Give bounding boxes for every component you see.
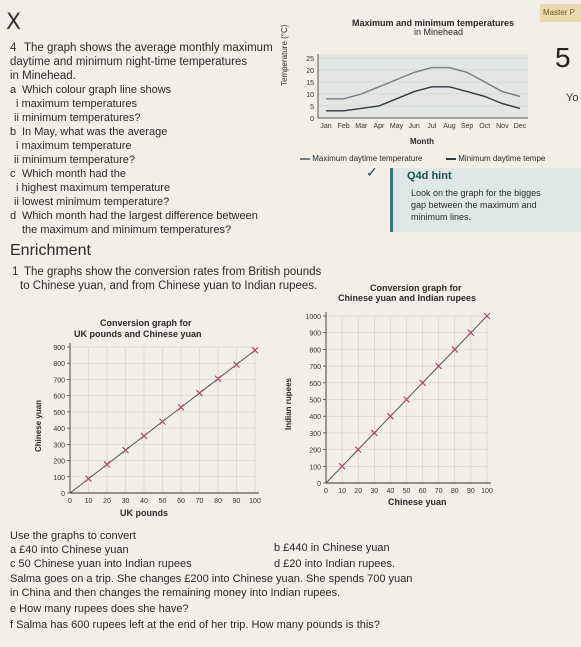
- inr-ytick-label: 700: [309, 364, 321, 372]
- gbp-xtick-label: 50: [158, 498, 167, 505]
- gbp-ytick-label: 0: [61, 491, 65, 498]
- temp-ytick-label: 0: [310, 116, 314, 123]
- gbp-ytick-label: 700: [53, 377, 65, 385]
- gbp-chart-title-1: Conversion graph for: [100, 318, 192, 328]
- q4c-i: i highest maximum temperature: [16, 182, 171, 194]
- temp-xtick-label: Feb: [337, 123, 350, 130]
- inr-chart-title-2: Chinese yuan and Indian rupees: [338, 293, 477, 303]
- gbp-ytick-label: 900: [53, 345, 65, 352]
- inr-xtick-label: 70: [434, 488, 443, 495]
- q4a-i: i maximum temperatures: [16, 98, 138, 110]
- temp-xtick-label: Jun: [408, 123, 420, 130]
- q4-line-1: The graph shows the average monthly maximum: [24, 42, 273, 54]
- page-number: 5: [555, 42, 571, 73]
- hint-tick-icon: ✓: [366, 164, 378, 180]
- temp-xtick-label: Dec: [513, 123, 527, 130]
- gbp-ytick-label: 200: [53, 458, 65, 466]
- legend-max-label: Maximum daytime temperature: [312, 154, 423, 163]
- side-text: Yo: [566, 92, 579, 104]
- inr-chart-title-1: Conversion graph for: [370, 283, 462, 293]
- temp-chart-ylabel: Temperature (°C): [280, 24, 289, 86]
- inr-xtick-label: 20: [354, 488, 363, 495]
- convert-f: f Salma has 600 rupees left at the end of her trip. How many pounds is this?: [10, 619, 380, 631]
- enrichment-q-number: 1: [12, 266, 19, 278]
- gbp-xtick-label: 40: [140, 498, 148, 505]
- temp-ytick-label: 5: [310, 104, 314, 111]
- inr-ytick-label: 0: [317, 481, 321, 488]
- q4b-label: b: [10, 126, 17, 138]
- q4d-label: d: [10, 210, 17, 222]
- inr-xtick-label: 30: [370, 488, 379, 495]
- temp-xtick-label: Jan: [320, 123, 332, 130]
- gbp-xtick-label: 70: [195, 498, 204, 505]
- inr-chart-ylabel: Indian rupees: [284, 377, 293, 430]
- gbp-ytick-label: 300: [53, 442, 65, 450]
- inr-xtick-label: 80: [450, 488, 459, 495]
- hint-line-1: Look on the graph for the bigges: [411, 188, 541, 198]
- q4d-line-1: Which month had the largest difference between: [22, 210, 258, 222]
- inr-xtick-label: 10: [338, 488, 346, 495]
- q4a-label: a: [10, 84, 17, 96]
- convert-b: b £440 in Chinese yuan: [274, 542, 390, 554]
- temp-xtick-label: May: [389, 123, 404, 130]
- gbp-ytick-label: 600: [53, 393, 65, 401]
- enrichment-line-2: to Chinese yuan, and from Chinese yuan to Indian rupees.: [20, 280, 318, 292]
- master-tab-label: Master P: [543, 8, 576, 17]
- inr-ytick-label: 1000: [305, 314, 321, 321]
- convert-c: c 50 Chinese yuan into Indian rupees: [10, 558, 192, 570]
- gbp-xtick-label: 80: [214, 498, 222, 505]
- gbp-ytick-label: 100: [53, 474, 65, 482]
- temp-xtick-label: Nov: [496, 123, 509, 130]
- convert-a: a £40 into Chinese yuan: [10, 544, 129, 556]
- temp-ytick-label: 10: [306, 92, 314, 99]
- temp-xtick-label: Apr: [373, 123, 385, 130]
- temp-chart-title: Maximum and minimum temperatures: [352, 18, 515, 28]
- temp-ytick-label: 20: [306, 68, 314, 75]
- convert-story-1: Salma goes on a trip. She changes £200 into Chinese yuan. She spends 700 yuan: [10, 573, 413, 585]
- inr-ytick-label: 300: [309, 430, 321, 438]
- inr-ytick-label: 800: [309, 347, 321, 355]
- gbp-xtick-label: 20: [103, 498, 111, 505]
- q4c-text: Which month had the: [22, 168, 126, 180]
- temp-ytick-label: 15: [306, 80, 314, 87]
- inr-ytick-label: 200: [309, 447, 321, 455]
- inr-xtick-label: 40: [386, 488, 395, 495]
- gbp-xtick-label: 60: [177, 498, 185, 505]
- convert-intro: Use the graphs to convert: [10, 530, 136, 542]
- inr-ytick-label: 900: [309, 330, 321, 338]
- inr-xtick-label: 50: [402, 488, 411, 495]
- convert-e: e How many rupees does she have?: [10, 603, 189, 615]
- inr-xtick-label: 100: [481, 488, 493, 495]
- gbp-chart-title-2: UK pounds and Chinese yuan: [74, 329, 202, 339]
- inr-ytick-label: 100: [309, 464, 321, 472]
- inr-xtick-label: 90: [467, 488, 475, 495]
- q4a-ii: ii minimum temperatures?: [14, 112, 141, 124]
- legend-min-label: Minimum daytime tempe: [458, 154, 546, 163]
- q4b-ii: ii minimum temperature?: [14, 154, 136, 166]
- temp-xtick-label: Sep: [460, 123, 474, 130]
- q4d-line-2: the maximum and minimum temperatures?: [22, 224, 232, 236]
- gbp-xtick-label: 100: [249, 498, 261, 505]
- gbp-xtick-label: 90: [232, 498, 241, 505]
- temp-chart-subtitle: in Minehead: [414, 27, 464, 37]
- enrichment-heading: Enrichment: [10, 242, 91, 259]
- temp-xtick-label: Mar: [355, 123, 368, 130]
- q4a-text: Which colour graph line shows: [22, 84, 172, 96]
- gbp-xtick-label: 0: [68, 498, 72, 505]
- gbp-ytick-label: 800: [53, 361, 65, 369]
- gbp-chart-xlabel: UK pounds: [120, 508, 168, 518]
- convert-d: d £20 into Indian rupees.: [274, 558, 396, 570]
- q4-line-3: in Minehead.: [10, 70, 76, 82]
- q4b-i: i maximum temperature: [16, 140, 132, 152]
- temp-xtick-label: Oct: [479, 123, 491, 130]
- inr-ytick-label: 600: [309, 380, 321, 388]
- q4b-text: In May, what was the average: [22, 126, 168, 138]
- temp-xtick-label: Aug: [443, 123, 456, 130]
- q4c-label: c: [10, 168, 16, 180]
- gbp-xtick-label: 30: [121, 498, 130, 505]
- hint-line-3: minimum lines.: [411, 212, 472, 222]
- gbp-xtick-label: 10: [84, 498, 93, 505]
- temp-xtick-label: Jul: [427, 123, 437, 130]
- pencil-mark: X: [6, 10, 22, 35]
- hint-title: Q4d hint: [407, 170, 452, 182]
- inr-ytick-label: 400: [309, 414, 321, 422]
- inr-chart-xlabel: Chinese yuan: [388, 497, 447, 507]
- gbp-ytick-label: 500: [53, 409, 65, 417]
- temp-chart-xlabel: Month: [410, 137, 434, 146]
- hint-line-2: gap between the maximum and: [411, 200, 537, 210]
- convert-story-2: in China and then changes the remaining money into Indian rupees.: [10, 587, 341, 599]
- inr-xtick-label: 60: [418, 488, 427, 495]
- temp-ytick-label: 25: [306, 56, 314, 63]
- q4-number: 4: [10, 42, 17, 54]
- gbp-chart-ylabel: Chinese yuan: [34, 399, 43, 452]
- enrichment-line-1: The graphs show the conversion rates from British pounds: [24, 266, 322, 278]
- gbp-ytick-label: 400: [53, 426, 65, 434]
- inr-ytick-label: 500: [309, 397, 321, 405]
- q4c-ii: ii lowest minimum temperature?: [14, 196, 170, 208]
- q4-line-2: daytime and minimum night-time temperatures: [10, 56, 248, 68]
- inr-xtick-label: 0: [324, 488, 328, 495]
